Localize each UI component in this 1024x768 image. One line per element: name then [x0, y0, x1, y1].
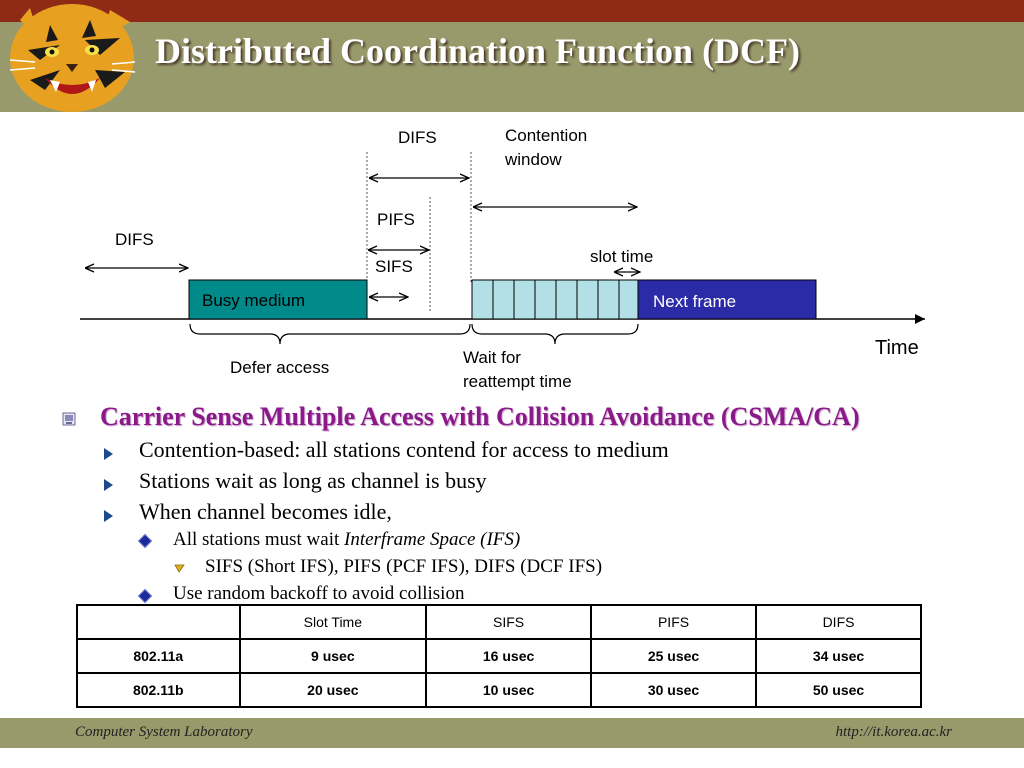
diamond-bullet-icon	[138, 534, 152, 548]
table-header-cell: Slot Time	[240, 605, 427, 639]
table-cell: 802.11b	[77, 673, 240, 707]
bullet-item: Contention-based: all stations contend for access to medium	[139, 437, 669, 462]
arrow-bullet-icon	[104, 448, 113, 460]
footer-url: http://it.korea.ac.kr	[835, 724, 952, 740]
wait-label-2: reattempt time	[463, 372, 572, 391]
arrow-bullet-icon	[104, 510, 113, 522]
bullet-item: Stations wait as long as channel is busy	[139, 468, 487, 493]
contention-window-label-1: Contention	[505, 126, 588, 145]
wait-brace	[472, 324, 638, 344]
table-row	[77, 639, 921, 673]
table-cell: 802.11a	[77, 639, 240, 673]
contention-window-label-2: window	[505, 150, 562, 169]
sub-sub-bullet: SIFS (Short IFS), PIFS (PCF IFS), DIFS (DCF IFS)	[205, 556, 603, 577]
table-cell: 9 usec	[240, 639, 427, 673]
backoff-slot	[619, 280, 638, 319]
bullet-box-icon	[62, 412, 76, 426]
table-header-cell: DIFS	[756, 605, 921, 639]
table-cell: 16 usec	[426, 639, 591, 673]
footer-lab-name: Computer System Laboratory	[75, 724, 253, 740]
backoff-slot	[514, 280, 535, 319]
table-cell: 10 usec	[426, 673, 591, 707]
diamond-bullet-icon	[138, 589, 152, 603]
table-header-cell: SIFS	[426, 605, 591, 639]
table-cell: 20 usec	[240, 673, 427, 707]
time-axis-label: Time	[875, 337, 919, 359]
defer-access-label: Defer access	[230, 358, 330, 377]
table-cell: 50 usec	[756, 673, 921, 707]
table-header-row	[77, 605, 921, 639]
page-title: Distributed Coordination Function (DCF)	[155, 31, 801, 71]
header-top-bar	[0, 0, 1024, 22]
ifs-table	[76, 604, 922, 708]
sub-bullet-ifs-text: All stations must wait	[173, 529, 344, 550]
sifs-label: SIFS	[375, 257, 413, 276]
ifs-term: Interframe Space (IFS)	[344, 529, 521, 550]
sub-bullet-ifs	[173, 529, 520, 551]
slot-time-label: slot time	[590, 247, 654, 266]
tiger-logo-icon	[0, 0, 150, 118]
table-row	[77, 673, 921, 707]
next-frame-label: Next frame	[653, 292, 737, 311]
pifs-label: PIFS	[377, 210, 415, 229]
backoff-slot	[556, 280, 577, 319]
arrow-bullet-icon	[104, 479, 113, 491]
table-cell: 34 usec	[756, 639, 921, 673]
small-arrow-bullet-icon	[174, 562, 186, 574]
backoff-slot	[493, 280, 514, 319]
busy-medium-label: Busy medium	[202, 291, 305, 310]
backoff-slot	[577, 280, 598, 319]
dcf-timing-diagram	[0, 112, 1024, 402]
defer-access-brace	[190, 324, 470, 344]
table-cell: 25 usec	[591, 639, 756, 673]
difs-top-label: DIFS	[398, 128, 437, 147]
table-cell: 30 usec	[591, 673, 756, 707]
backoff-slot	[598, 280, 619, 319]
table-header-cell: PIFS	[591, 605, 756, 639]
backoff-slot	[472, 280, 493, 319]
difs-left-label: DIFS	[115, 230, 154, 249]
bullet-item: When channel becomes idle,	[139, 499, 392, 524]
footer-bar	[0, 718, 1024, 748]
backoff-slots	[472, 280, 638, 319]
bullet-main: Carrier Sense Multiple Access with Collision Avoidance (CSMA/CA)	[100, 402, 860, 431]
wait-label-1: Wait for	[463, 348, 521, 367]
table-header-cell	[77, 605, 240, 639]
sub-bullet-backoff: Use random backoff to avoid collision	[173, 583, 465, 604]
backoff-slot	[535, 280, 556, 319]
